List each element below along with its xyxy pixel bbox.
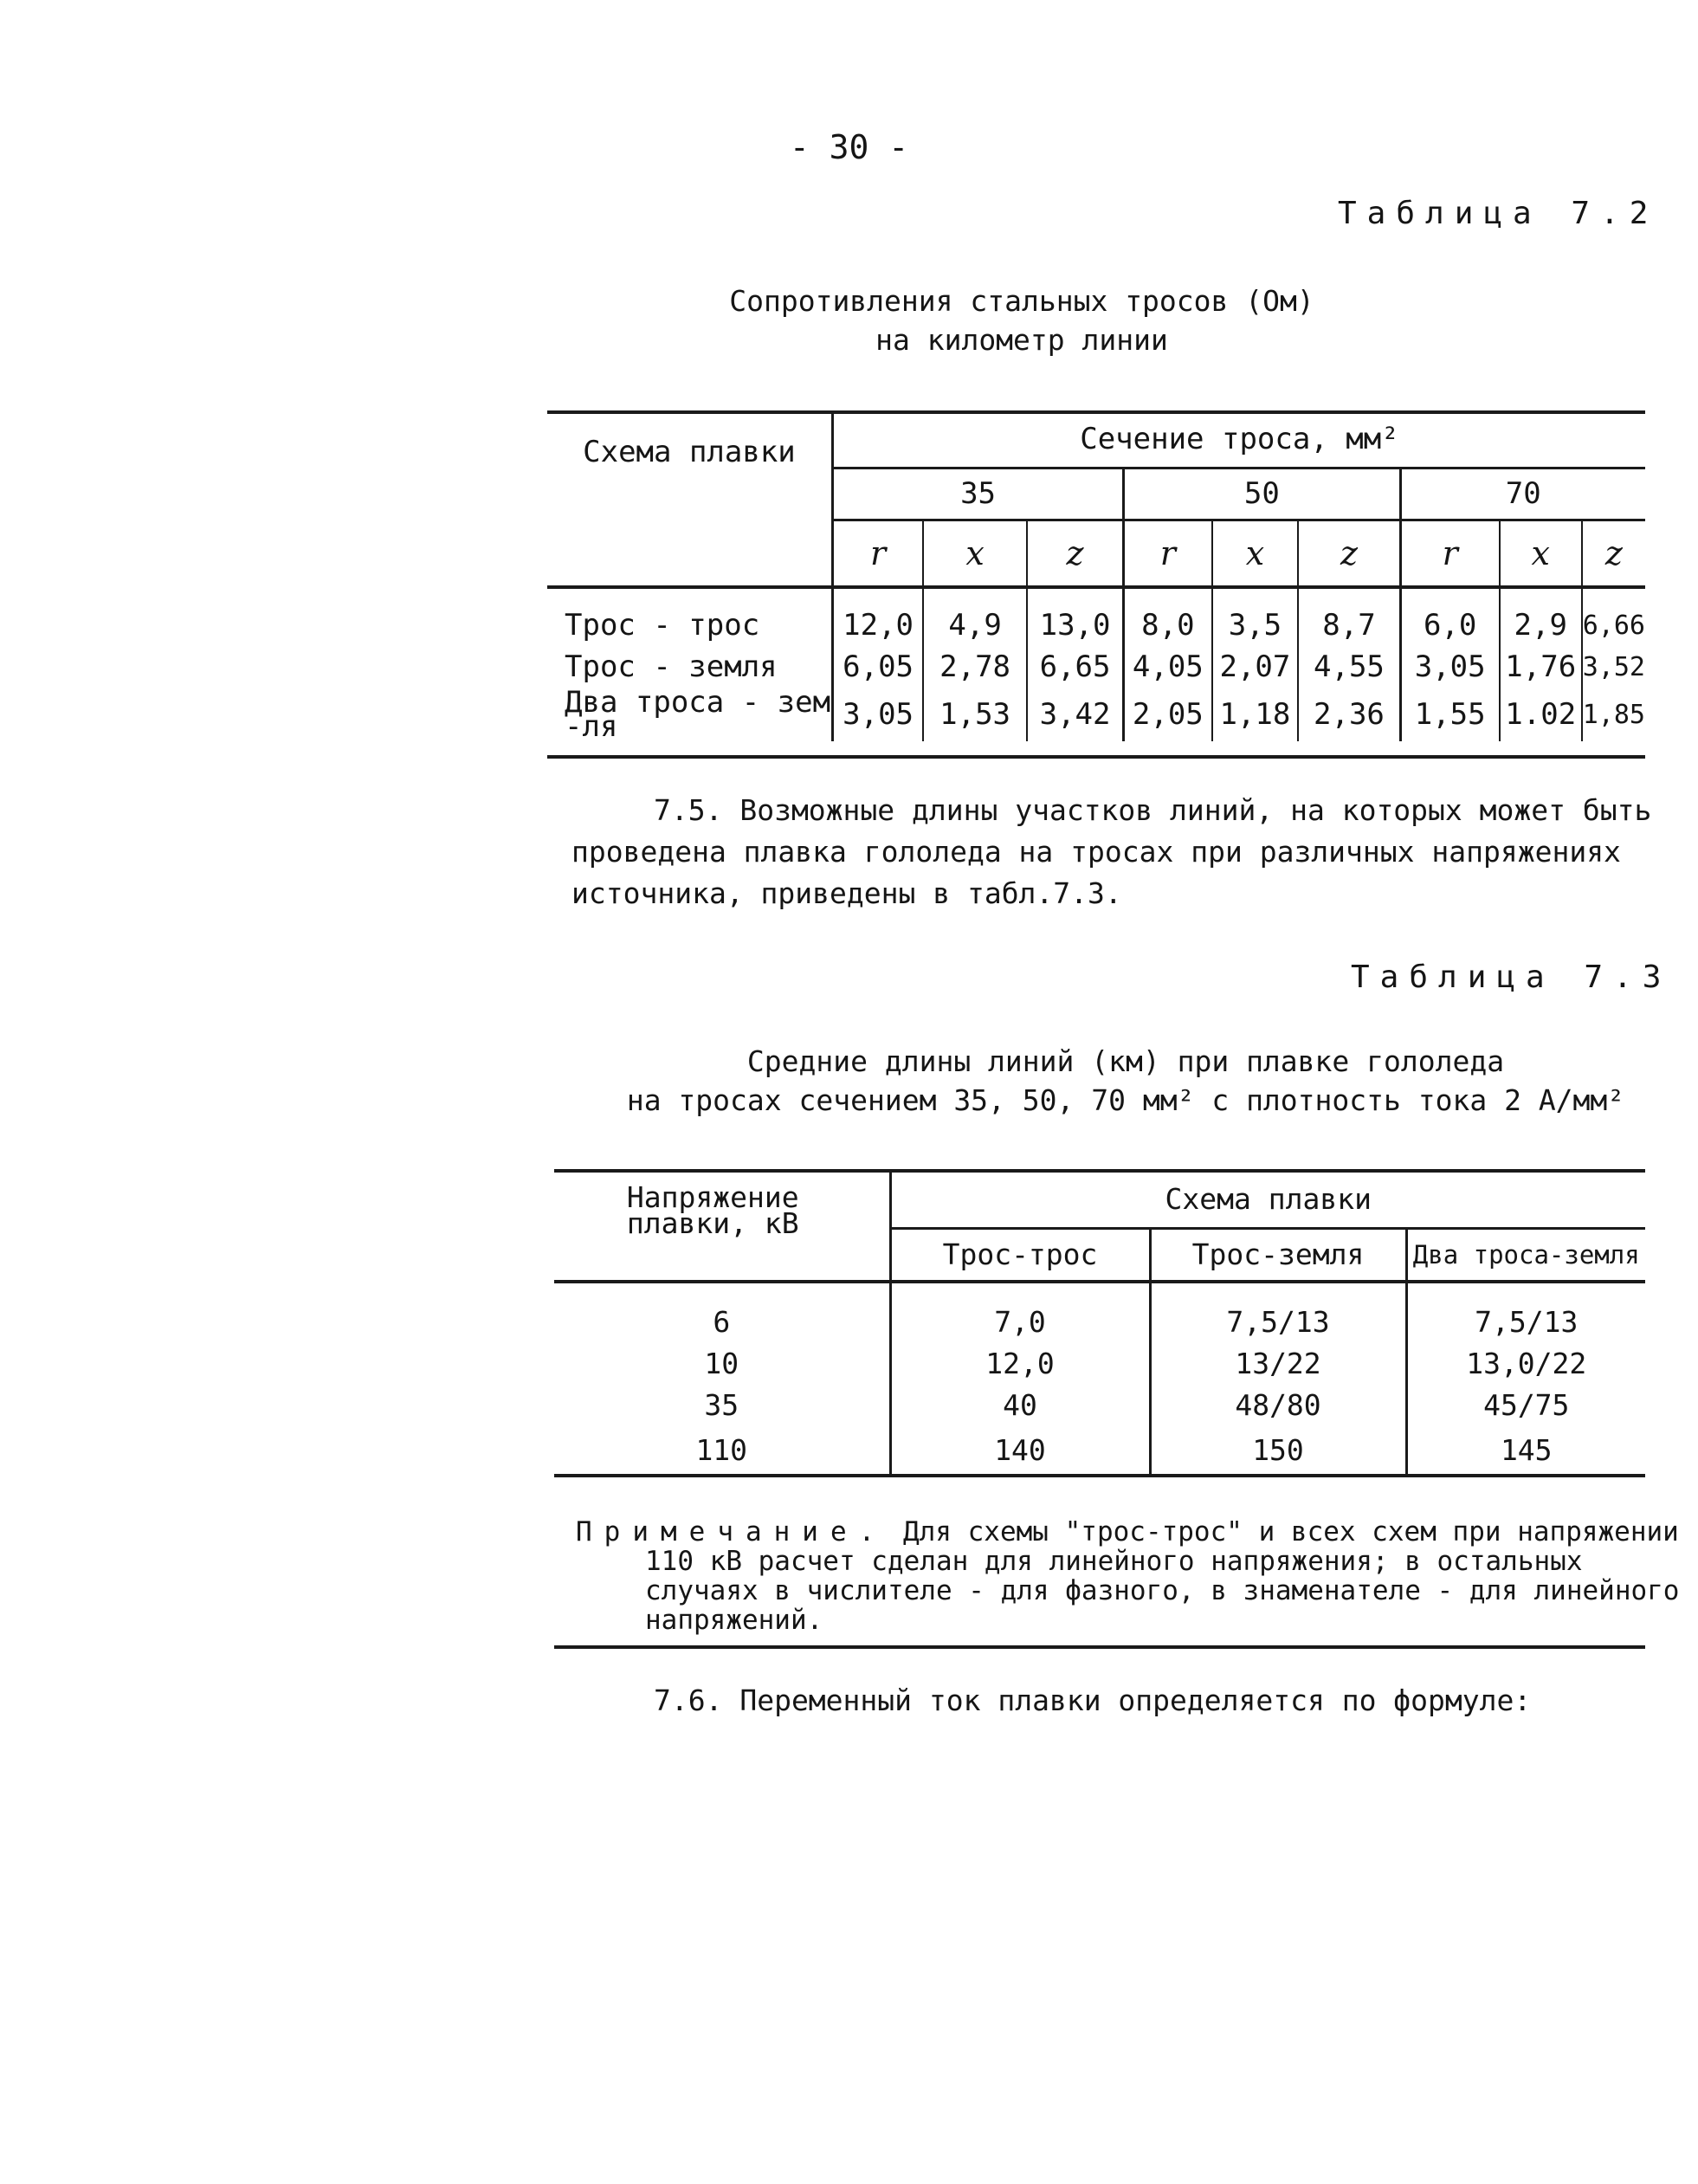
note-bottom-rule	[554, 1645, 1645, 1649]
cell: 4,9	[923, 604, 1027, 646]
cell: 7,5/13	[1150, 1301, 1406, 1342]
param-x-70: x	[1500, 520, 1582, 587]
param-r-35: r	[832, 520, 923, 587]
header-scheme: Схема плавки	[890, 1171, 1645, 1228]
table-7-2-title-line1: Сопротивления стальных тросов (Ом)	[729, 284, 1314, 318]
cell: 1,85	[1582, 699, 1645, 730]
cell: 3,05	[1400, 646, 1500, 688]
para-7-5-line1: 7.5. Возможные длины участков линий, на которых может быть	[654, 793, 1652, 827]
cell: 6,65	[1027, 646, 1124, 688]
cell: 8,7	[1298, 604, 1400, 646]
cell: 6,66	[1582, 610, 1645, 641]
table-7-3-caption: Таблица 7.3	[1351, 960, 1672, 995]
cell: 8,0	[1124, 604, 1212, 646]
cell: 40	[890, 1384, 1150, 1425]
cell: 3,5	[1212, 604, 1299, 646]
cell: 4,55	[1298, 646, 1400, 688]
table-7-3-title-line2: на тросах сечением 35, 50, 70 мм² с плотность тока 2 А/мм²	[626, 1083, 1625, 1117]
header-section: Сечение троса, мм²	[832, 412, 1645, 468]
table-7-3	[554, 1171, 1645, 1474]
cell: 48/80	[1150, 1384, 1406, 1425]
table-row	[554, 1384, 1645, 1425]
note-text: Для схемы "трос-трос" и всех схем при напряжении 110 кВ расчет сделан для линейного напряжения; в остальных случаях в числителе - для фазного, в знаменателе - для линейного напряжений.	[645, 1516, 1680, 1636]
cell: 13/22	[1150, 1342, 1406, 1384]
cell: 2,78	[923, 646, 1027, 688]
cell: 7,5/13	[1475, 1304, 1579, 1339]
row-label: Трос - трос	[547, 604, 832, 646]
param-r-50: r	[1124, 520, 1212, 587]
row-label: Трос - земля	[547, 646, 832, 688]
cell: 145	[1500, 1432, 1553, 1467]
cell: 1,55	[1400, 688, 1500, 741]
cell: 12,0	[832, 604, 923, 646]
param-z-70: z	[1582, 520, 1645, 587]
page-number: - 30 -	[789, 128, 909, 166]
table-row	[547, 604, 1645, 646]
cell: 3,42	[1027, 688, 1124, 741]
row-voltage: 35	[554, 1384, 890, 1425]
cell: 12,0	[890, 1342, 1150, 1384]
table-row	[554, 1425, 1645, 1474]
cell: 3,52	[1582, 651, 1645, 682]
table-7-2-caption: Таблица 7.2	[1338, 196, 1659, 231]
param-z-35: z	[1027, 520, 1124, 587]
param-x-50: x	[1212, 520, 1299, 587]
cell: 13,0	[1027, 604, 1124, 646]
param-z-50: z	[1298, 520, 1400, 587]
cell: 140	[890, 1425, 1150, 1474]
param-r-70: r	[1400, 520, 1500, 587]
cell: 6,0	[1400, 604, 1500, 646]
header-voltage: Напряжение плавки, кВ	[554, 1171, 890, 1282]
table-7-3-title-line1: Средние длины линий (км) при плавке гололеда	[746, 1044, 1505, 1078]
row-voltage: 6	[554, 1301, 890, 1342]
row-label: Два троса - зем-ля	[547, 688, 832, 741]
table-7-3-bottom-rule	[554, 1474, 1645, 1477]
param-x-35: x	[923, 520, 1027, 587]
header-scheme: Схема плавки	[547, 412, 832, 587]
cell: 150	[1150, 1425, 1406, 1474]
note-label: Примечание.	[576, 1516, 888, 1548]
cell: 2,07	[1212, 646, 1299, 688]
table-row	[554, 1301, 1645, 1342]
header-section-70: 70	[1400, 468, 1645, 520]
cell: 4,05	[1124, 646, 1212, 688]
row-voltage: 10	[554, 1342, 890, 1384]
cell: 2,05	[1124, 688, 1212, 741]
table-row	[554, 1342, 1645, 1384]
subheader-tros-zemlya: Трос-земля	[1150, 1228, 1406, 1282]
table-row	[547, 646, 1645, 688]
note	[576, 1517, 1684, 1635]
header-section-35: 35	[832, 468, 1123, 520]
subheader-tros-tros: Трос-трос	[890, 1228, 1150, 1282]
header-section-50: 50	[1124, 468, 1400, 520]
row-voltage: 110	[554, 1425, 890, 1474]
cell: 2,9	[1500, 604, 1582, 646]
table-row	[547, 688, 1645, 741]
table-7-2-title-line2: на километр линии	[875, 323, 1168, 357]
cell: 1,18	[1212, 688, 1299, 741]
table-7-2	[547, 412, 1645, 744]
para-7-6: 7.6. Переменный ток плавки определяется по формуле:	[654, 1683, 1532, 1717]
cell: 2,36	[1298, 688, 1400, 741]
para-7-5-line2: проведена плавка гололеда на тросах при различных напряжениях	[571, 835, 1621, 869]
cell: 6,05	[832, 646, 923, 688]
cell: 7,0	[890, 1301, 1150, 1342]
cell: 45/75	[1483, 1387, 1570, 1422]
subheader-dva-trosa-zemlya: Два троса-земля	[1406, 1228, 1645, 1282]
cell: 3,05	[832, 688, 923, 741]
para-7-5-line3: источника, приведены в табл.7.3.	[571, 876, 1122, 910]
cell: 1,53	[923, 688, 1027, 741]
cell: 1,76	[1500, 646, 1582, 688]
cell: 1.02	[1500, 688, 1582, 741]
cell: 13,0/22	[1466, 1346, 1587, 1380]
table-7-2-bottom-rule	[547, 755, 1645, 759]
